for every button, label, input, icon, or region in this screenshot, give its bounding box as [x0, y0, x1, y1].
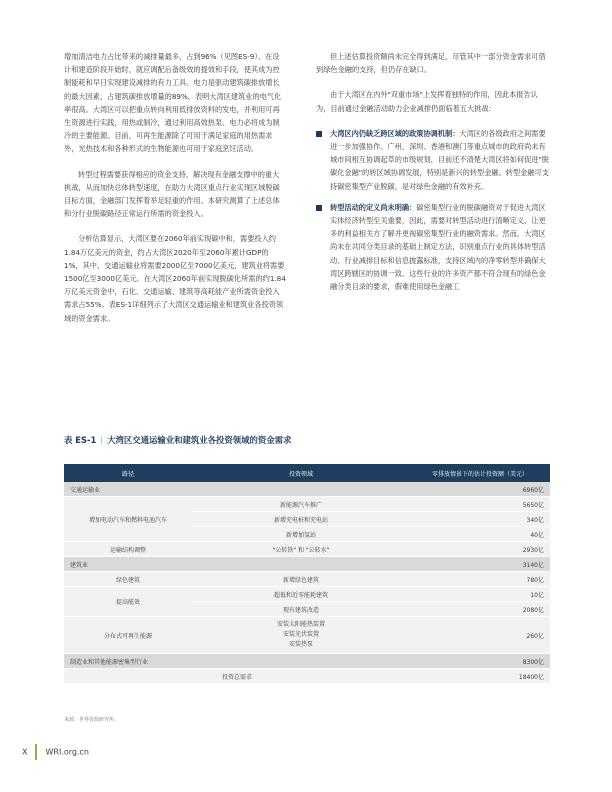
section-label: 交通运输业	[64, 482, 410, 497]
area-line: 安装太阳能热装置	[276, 621, 325, 628]
total-label: 投资总需求	[64, 669, 410, 684]
right-paragraph-1: 但上述估算投资额尚未完全得到满足，尽管其中一部分资金需求可借到绿色金融的支持，但仍存在缺口。	[316, 52, 546, 75]
table-header-row	[64, 464, 550, 482]
bullet-square-icon	[316, 205, 322, 211]
left-paragraph-1: 增加清洁电力占比带来的减排量最多，占到96%（见图ES-9）。在设计和建造阶段开始时，就应调配后备级效的提效和手段，使其成为控制能耗和早日实现建设减排的有力工具。电力是驱动建筑碳排放增长的最大因素，占建筑碳排放增量的89%，表明大湾区建筑业的电气化率很高。大湾区可以把重点转向利用低排放资料的发电，并利用可再生资源进行实践，用热或制冷，通过利用高效热泵、电力必将成为制冷的主要能源。目前，可再生能源除了可用于满足家庭的用热需求外，光热技术和各种形式的生物能源也可用于家庭烹饪活动。	[64, 52, 282, 154]
left-paragraph-3: 分析估算显示，大湾区要在2060年前实现碳中和，需要投入约1.84万亿美元的资金，约占大湾区2020年至2060年累计GDP的1%，其中，交通运输业将需要2000亿至7000亿美元，建筑业将需要1500亿至3000亿美元。在大湾区2060年前实现脱碳化所需的约1.84万亿美元资金中，石化、交通运输、建筑等高耗能产业所需资金投入需求占55%。表ES-1详细列示了大湾区交通运输业和建筑业各投资领域的资金需求。	[64, 234, 286, 323]
section-value: 3140亿	[410, 557, 550, 572]
left-paragraph-2: 转型过程需要获得相应的资金支持，解决现有金融支撑中的重大挑战，从而加快总体转型速度，在助力大湾区重点行业实现区域脱碳目标方面，金融部门发挥着举足轻重的作用。本研究测算了上述总体和分行业脱碳路径正常运行所需的资金投入。	[64, 169, 280, 219]
page-footer	[22, 744, 89, 760]
path-cell: 分布式可再生能源	[64, 617, 192, 654]
area-cell: 超低和近零能耗建筑	[192, 587, 410, 602]
table-row	[64, 572, 550, 587]
right-paragraph-2: 由于大湾区在内外"双重市场"上发挥着独特的作用，因此本报告认为，目前通过金融活动助力企业减排仍面临着五大挑战：	[316, 90, 538, 113]
bullet-1-heading: 大湾区内仍缺乏跨区域的政策协调机制：	[330, 128, 460, 138]
area-cell: 新能源汽车推广	[192, 497, 410, 512]
table-row	[64, 617, 550, 654]
left-column	[64, 50, 286, 337]
area-cell: 新增加氢站	[192, 527, 410, 542]
amount-cell: 40亿	[410, 527, 550, 542]
bullet-2-body: 碳密集型行业的脱碳融资对于促进大湾区实体经济转型至关重要，因此，需要对转型活动进行清晰定义，让更多的利益相关方了解并更视碳密集型行业的融资需求。然而，大湾区尚未在共同分类目录的基础上制定方法，识别重点行业的具体转型活动、行业减排目标和信息披露标准，支持区域内的净零转型并确保大湾区跨辖区的协调一致。这些行业的许多资产都不符合现有的绿色金融分类目录的要求，假难使用绿色金融工	[330, 202, 546, 292]
amount-cell: 10亿	[410, 587, 550, 602]
bullet-transition-definition	[316, 201, 550, 293]
amount-cell: 5650亿	[410, 497, 550, 512]
right-column	[316, 50, 550, 293]
total-row	[64, 669, 550, 684]
section-label: 建筑业	[64, 557, 410, 572]
amount-cell: 340亿	[410, 512, 550, 527]
header-path: 路径	[64, 464, 192, 482]
table-row	[64, 542, 550, 557]
amount-cell: 2930亿	[410, 542, 550, 557]
area-cell: "公转铁" 和 "公转水"	[192, 542, 410, 557]
path-cell: 绿色建筑	[64, 572, 192, 587]
table-title	[64, 434, 291, 446]
amount-cell: 260亿	[410, 617, 550, 654]
table-title-separator: |	[100, 435, 104, 445]
area-cell: 新增绿色建筑	[192, 572, 410, 587]
section-building	[64, 557, 550, 572]
area-line: 安装光伏装置	[282, 631, 319, 638]
header-area: 投资领域	[192, 464, 410, 482]
section-label: 制造业和其他能源密集型行业	[64, 654, 410, 669]
amount-cell: 780亿	[410, 572, 550, 587]
bullet-policy-coordination	[316, 127, 550, 193]
table-row	[64, 587, 550, 602]
path-cell: 提高能效	[64, 587, 192, 617]
investment-table	[64, 464, 550, 684]
bullet-square-icon	[316, 131, 322, 137]
table-number: 表 ES-1	[64, 435, 97, 445]
bullet-1-body: 大湾区的各级政府之间需要进一步加强协作。广州、深圳、香港和澳门等重点城市的政府尚未有城市间相互协调起草的市级规划，目前还不清楚大湾区将如何促进"脱碳化金融"的转区域协调发展，特别是新兴的转型金融。转型金融可支持碳密集型产业脱碳，是对绿色金融的有效补充。	[330, 128, 549, 191]
bullet-2-heading: 转型活动的定义尚未明确：	[330, 202, 417, 212]
total-value: 18400亿	[410, 669, 550, 684]
path-cell: 增加电动汽车和燃料电池汽车	[64, 497, 192, 542]
table-row	[64, 497, 550, 512]
area-cell	[192, 617, 410, 654]
table-title-text: 大湾区交通运输业和建筑业各投资领域的资金需求	[107, 435, 292, 445]
area-line: 安装热泵	[288, 641, 313, 648]
section-value: 8300亿	[410, 654, 550, 669]
section-value: 6960亿	[410, 482, 550, 497]
page-number: X	[22, 747, 28, 757]
amount-cell: 2080亿	[410, 602, 550, 617]
path-cell: 运输结构调整	[64, 542, 192, 557]
footer-divider	[35, 744, 37, 760]
footer-site-link[interactable]: WRI.org.cn	[45, 747, 89, 757]
section-transport	[64, 482, 550, 497]
section-manufacturing	[64, 654, 550, 669]
area-cell: 现有建筑改造	[192, 602, 410, 617]
header-amount: 零排放情景下的估计投资额（美元）	[410, 464, 550, 482]
table-source: 来源：世界资源研究所。	[64, 717, 120, 723]
area-cell: 新增充电桩和充电站	[192, 512, 410, 527]
